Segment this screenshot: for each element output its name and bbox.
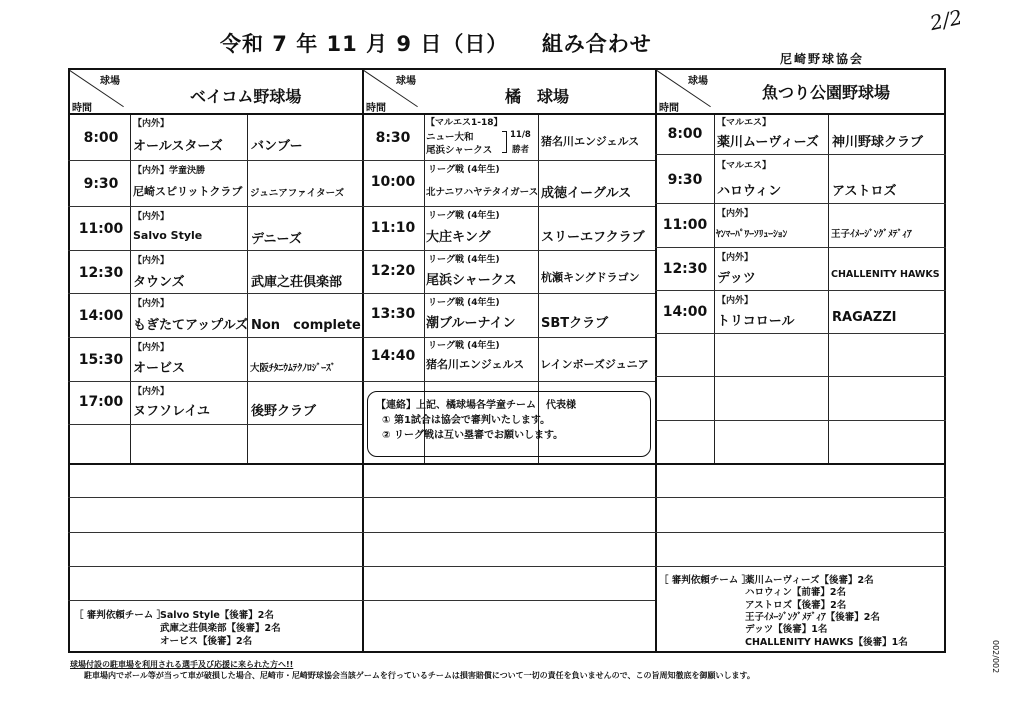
game-tag: 【内外】 (133, 387, 170, 397)
footer-notice-title: 球場付設の駐車場を利用される選手及び応援に来られた方へ!! (70, 660, 294, 669)
team-home: 尾浜シャークス (426, 273, 517, 288)
game-time: 9:30 (667, 172, 703, 188)
game-tag: 【マルエス】 (717, 161, 772, 171)
header-divider (68, 113, 946, 115)
team-home: Salvo Style (133, 229, 203, 242)
team-home: 北ナニワハヤテタイガース (426, 187, 539, 198)
referee-item: デッツ【後審】1名 (745, 624, 828, 635)
row-divider (362, 250, 655, 251)
team-away: SBTクラブ (541, 316, 609, 331)
team-home: ハロウィン (717, 184, 782, 199)
row-divider (68, 250, 362, 251)
team-away: Non complete (251, 318, 361, 333)
section-divider (68, 463, 946, 465)
winner-note: 勝者 (512, 145, 530, 155)
game-time: 12:30 (78, 265, 124, 281)
row-divider (655, 154, 946, 155)
row-divider (68, 337, 362, 338)
team-away: 神川野球クラブ (832, 135, 924, 150)
game-tag: 【マルエス1-18】 (426, 118, 503, 128)
game-time: 11:00 (78, 221, 124, 237)
team-away: スリーエフクラブ (541, 230, 645, 245)
notice-line: ② リーグ戦は互い塁審でお願いします。 (382, 430, 564, 441)
venue-label: 球場 (688, 76, 708, 87)
col-divider (247, 114, 248, 464)
team-away: 王子ｲﾒｰｼﾞﾝｸﾞﾒﾃﾞｨｱ (831, 229, 912, 240)
row-divider (68, 206, 362, 207)
referee-item: ハロウィン【前審】2名 (745, 587, 847, 598)
team-away: アストロズ (832, 184, 897, 199)
winner-note: 11/8 (510, 130, 531, 140)
referee-item: Salvo Style【後審】2名 (160, 610, 274, 621)
team-home: タウンズ (133, 275, 185, 290)
team-home: 大庄キング (426, 230, 491, 245)
team-away: RAGAZZI (832, 310, 897, 325)
game-tag: 【内外】 (133, 256, 170, 266)
venue-title-uotsuri: 魚つり公園野球場 (762, 83, 891, 102)
row-divider (362, 206, 655, 207)
game-time: 8:00 (667, 126, 703, 142)
row-divider (68, 293, 362, 294)
team-away: バンブー (251, 139, 303, 154)
referee-item: 王子ｲﾒｰｼﾞﾝｸﾞﾒﾃﾞｨｱ【後審】2名 (745, 612, 880, 623)
team-away: ジュニアファイターズ (250, 188, 345, 199)
game-tag: 【内外】 (133, 343, 170, 353)
venue-title-baycom: ベイコム野球場 (190, 87, 302, 106)
team-away: 大阪ﾁﾀﾆｳﾑﾃｸﾉﾛｼﾞｰｽﾞ (250, 363, 336, 374)
team-home: ヌフソレイユ (133, 404, 210, 419)
row-divider (655, 333, 946, 334)
team-home: 猪名川エンジェルス (426, 358, 525, 371)
page-mark: 2/2 (927, 4, 965, 36)
team-home: デッツ (717, 271, 756, 286)
game-tag: 【マルエス】 (717, 118, 772, 128)
fax-page-number: 002/002 (991, 640, 1000, 674)
notice-line: 【連絡】上記、橘球場各学童チーム 代表様 (376, 400, 576, 411)
team-away: 杭瀬キングドラゴン (541, 271, 640, 284)
game-tag: 【内外】 (133, 299, 170, 309)
team-away: 武庫之荘倶楽部 (251, 275, 343, 290)
team-away: CHALLENITY HAWKS (831, 269, 940, 280)
game-tag: リーグ戦 (4年生) (428, 165, 500, 175)
game-time: 8:00 (83, 130, 119, 146)
game-tag: 【内外】 (717, 296, 754, 306)
game-time: 12:30 (662, 261, 708, 277)
referee-item: CHALLENITY HAWKS【後審】1名 (745, 637, 908, 648)
referee-label: ［ 審判依頼チーム ］ (74, 610, 167, 621)
referee-item: オービス【後審】2名 (160, 636, 253, 647)
game-time: 10:00 (370, 174, 416, 190)
team-home: トリコロール (717, 314, 795, 329)
team-home: オービス (133, 361, 186, 376)
row-divider (362, 381, 655, 382)
team-away: 猪名川エンジェルス (541, 135, 640, 148)
row-divider (362, 337, 655, 338)
referee-label: ［ 審判依頼チーム ］ (659, 575, 752, 586)
row-divider (68, 424, 362, 425)
team-away: レインボーズジュニア (540, 358, 649, 371)
notice-box (367, 391, 651, 457)
association-name: 尼崎野球協会 (780, 52, 865, 66)
game-time: 14:00 (78, 308, 124, 324)
game-time: 9:30 (83, 176, 119, 192)
game-tag: 【内外】学童決勝 (133, 166, 206, 176)
row-divider (68, 497, 946, 498)
col-divider (714, 114, 715, 464)
row-divider (655, 290, 946, 291)
col-divider (130, 114, 131, 464)
team-home: 潮ブルーナイン (426, 316, 516, 331)
game-time: 11:00 (662, 217, 708, 233)
row-divider (68, 566, 946, 567)
referee-item: 薬川ムーヴィーズ【後審】2名 (745, 575, 874, 586)
team-home: オールスターズ (133, 139, 223, 154)
row-divider (68, 381, 362, 382)
game-tag: 【内外】 (717, 253, 754, 263)
venue-title-tachibana: 橘 球場 (505, 87, 570, 106)
game-tag: リーグ戦 (4年生) (428, 298, 500, 308)
row-divider (362, 160, 655, 161)
game-time: 8:30 (375, 130, 411, 146)
row-divider (68, 160, 362, 161)
row-divider (68, 600, 362, 601)
referee-item: アストロズ【後審】2名 (745, 600, 847, 611)
game-tag: 【内外】 (133, 119, 170, 129)
game-time: 13:30 (370, 306, 416, 322)
notice-line: ① 第1試合は協会で審判いたします。 (382, 415, 551, 426)
row-divider (655, 376, 946, 377)
game-time: 11:10 (370, 220, 416, 236)
time-label: 時間 (659, 103, 679, 114)
row-divider (362, 293, 655, 294)
team-home: 薬川ムーヴィーズ (717, 135, 819, 150)
row-divider (655, 420, 946, 421)
game-tag: リーグ戦 (4年生) (428, 255, 500, 265)
referee-item: 武庫之荘倶楽部【後審】2名 (160, 623, 281, 634)
bracket (502, 131, 507, 153)
row-divider (655, 247, 946, 248)
game-tag: リーグ戦 (4年生) (428, 211, 500, 221)
row-divider (362, 600, 655, 601)
row-divider (655, 203, 946, 204)
game-time: 17:00 (78, 394, 124, 410)
time-label: 時間 (366, 103, 386, 114)
footer-notice-body: 駐車場内でボール等が当って車が破損した場合、尼崎市・尼崎野球協会当該ゲームを行っているチームは損害賠償について一切の責任を負いませんので、この旨周知徹底を御願いします。 (84, 671, 755, 680)
venue-label: 球場 (396, 76, 416, 87)
time-label: 時間 (72, 103, 92, 114)
game-time: 15:30 (78, 352, 124, 368)
team-away: 後野クラブ (251, 404, 317, 419)
game-tag: 【内外】 (133, 212, 170, 222)
team-away: デニーズ (251, 232, 302, 247)
team-away: 成徳イーグルス (541, 186, 632, 201)
game-tag: 【内外】 (717, 209, 754, 219)
game-tag: リーグ戦 (4年生) (428, 341, 500, 351)
team-home: もぎたてアップルズ (133, 318, 249, 333)
page-title: 令和 7 年 11 月 9 日（日） 組み合わせ (220, 32, 652, 56)
team-home: ﾔﾝﾏｰﾊﾟﾜｰｿﾘｭｰｼｮﾝ (716, 229, 788, 240)
game-time: 14:00 (662, 304, 708, 320)
team-home: 尼崎スピリットクラブ (133, 185, 243, 198)
row-divider (68, 532, 946, 533)
team-home-candidate: ニュー大和 (426, 132, 474, 143)
col-divider (828, 114, 829, 464)
game-time: 14:40 (370, 348, 416, 364)
venue-label: 球場 (100, 76, 120, 87)
team-home-candidate: 尾浜シャークス (426, 145, 493, 156)
game-time: 12:20 (370, 263, 416, 279)
